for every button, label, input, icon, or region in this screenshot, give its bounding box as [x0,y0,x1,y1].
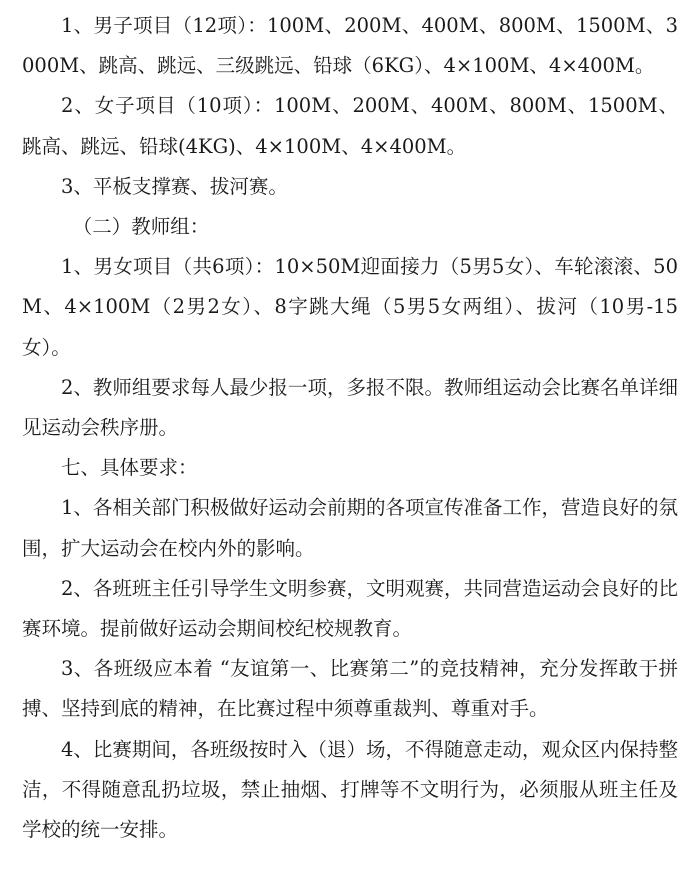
paragraph-teacher-events: 1、男女项目（共6项）：10×50M迎面接力（5男5女）、车轮滚滚、50M、4×100M（2男2女）、8字跳大绳（5男5女两组）、拔河（10男-15女）。 [22,255,678,359]
paragraph-men-events: 1、男子项目（12项）：100M、200M、400M、800M、1500M、3000M、跳高、跳远、三级跳远、铅球（6KG）、4×100M、4×400M。 [22,14,678,78]
paragraph-women-events: 2、女子项目（10项）：100M、200M、400M、800M、1500M、跳高、跳远、铅球(4KG)、4×100M、4×400M。 [22,94,678,158]
paragraph-teacher-requirements: 2、教师组要求每人最少报一项，多报不限。教师组运动会比赛名单详细见运动会秩序册。 [22,375,678,440]
paragraph-requirement-4: 4、比赛期间，各班级按时入（退）场，不得随意走动，观众区内保持整洁，不得随意乱扔垃圾，禁止抽烟、打牌等不文明行为，必须服从班主任及学校的统一安排。 [22,737,678,842]
paragraph-requirement-3: 3、各班级应本着 “友谊第一、比赛第二”的竞技精神，充分发挥敢于拼搏、坚持到底的精神，在比赛过程中须尊重裁判、尊重对手。 [22,657,678,721]
paragraph-plank-tug-of-war: 3、平板支撑赛、拔河赛。 [61,174,288,198]
paragraph-requirement-2: 2、各班班主任引导学生文明参赛，文明观赛，共同营造运动会良好的比赛环境。提前做好运动会期间校纪校规教育。 [22,576,678,641]
section-heading-teacher-group: （二）教师组： [72,215,210,239]
section-heading-specific-requirements: 七、具体要求： [61,456,198,480]
paragraph-requirement-1: 1、各相关部门积极做好运动会前期的各项宣传准备工作，营造良好的氛围，扩大运动会在校内外的影响。 [22,496,678,560]
